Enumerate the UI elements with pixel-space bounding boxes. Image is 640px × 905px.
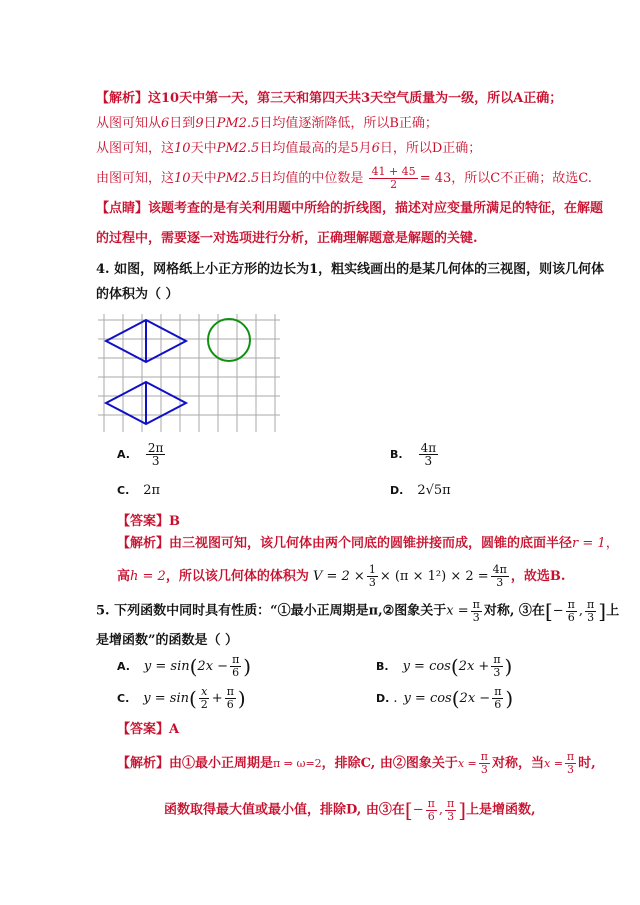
remark-line-2: 的过程中，需要逐一对选项进行分析，正确理解题意是解题的关键.: [96, 231, 478, 246]
q4-stem-line-1: 4. 如图，网格纸上小正方形的边长为1，粗实线画出的是某几何体的三视图，则该几何体: [96, 262, 605, 277]
remark-line-1: 【点睛】该题考查的是有关利用题中所给的折线图，描述对应变量所满足的特征，在解题: [96, 201, 604, 216]
q4-option-a[interactable]: A. $\frac{2\pi}{3}$: [117, 441, 164, 468]
q4-answer: 【答案】B: [117, 514, 180, 529]
front-view-rhombus: [106, 320, 186, 362]
q4-option-d[interactable]: D. 2√5π: [390, 483, 451, 498]
analysis-line-4: 由图可知，这10天中PM2.5日均值的中位数是 $\frac{41 + 45}{2}$ = 43，所以C不正确；故选C.: [96, 165, 592, 191]
volume-formula: V = 2 × $\frac{1}{3}$ × (π × 1²) × 2 = $\frac{4\pi}{3}$: [312, 563, 507, 589]
q5-option-d[interactable]: D. . y = cos(2x − $\frac{\pi}{6}$ ): [376, 685, 514, 711]
side-view-circle: [208, 319, 250, 361]
analysis-tag: 【解析】: [96, 91, 149, 106]
q5-option-b[interactable]: B. y = cos(2x + $\frac{\pi}{3}$ ): [376, 653, 513, 679]
q4-analysis-line-1: 【解析】由三视图可知，该几何体由两个同底的圆锥拼接而成，圆锥的底面半径r = 1，: [117, 536, 619, 551]
q4-stem-line-2: 的体积为（ ）: [96, 287, 179, 302]
remark-tag: 【点睛】: [96, 201, 149, 216]
median-fraction: $\frac{41 + 45}{2}$: [371, 165, 416, 191]
q5-option-a[interactable]: A. y = sin(2x − $\frac{\pi}{6}$ ): [117, 653, 252, 679]
q5-option-c[interactable]: C. y = sin( $\frac{x}{2}$ + $\frac{\pi}{6}$ ): [117, 685, 246, 711]
q4-option-c[interactable]: C. 2π: [117, 483, 161, 498]
three-view-figure: [98, 314, 280, 432]
q5-analysis-line-2: 函数取得最大值或最小值，排除D, 由③在[− $\frac{\pi}{6}$ , $\frac{\pi}{3}$ ]上是增函数,: [164, 796, 536, 823]
q5-stem-line-2: 是增函数”的函数是（ ）: [96, 633, 239, 648]
q4-analysis-line-2: 高h = 2，所以该几何体的体积为 V = 2 × $\frac{1}{3}$ × (π × 1²) × 2 = $\frac{4\pi}{3}$ ，故选B.: [117, 563, 566, 589]
top-view-rhombus: [106, 382, 186, 424]
q5-answer: 【答案】A: [117, 722, 180, 737]
q4-option-b[interactable]: B. $\frac{4\pi}{3}$: [390, 441, 437, 468]
q5-analysis-line-1: 【解析】由①最小正周期是π ⇒ ω=2，排除C, 由②图象关于x = $\frac{\pi}{3}$ 对称，当x = $\frac{\pi}{3}$ 时,: [117, 750, 596, 776]
q5-stem-line-1: 5. 下列函数中同时具有性质：“①最小正周期是π,②图象关于x = $\frac{\pi}{3}$ 对称, ③在[− $\frac{\pi}{6}$ , $\frac{\pi}{3}$ ]上: [96, 597, 620, 624]
analysis-line-2: 从图可知从6日到9日PM2.5日均值逐渐降低，所以B正确；: [96, 116, 438, 131]
analysis-line-3: 从图可知，这10天中PM2.5日均值最高的是5月6日，所以D正确；: [96, 141, 482, 156]
analysis-line-1: 【解析】这10天中第一天，第三天和第四天共3天空气质量为一级，所以A正确；: [96, 91, 563, 106]
